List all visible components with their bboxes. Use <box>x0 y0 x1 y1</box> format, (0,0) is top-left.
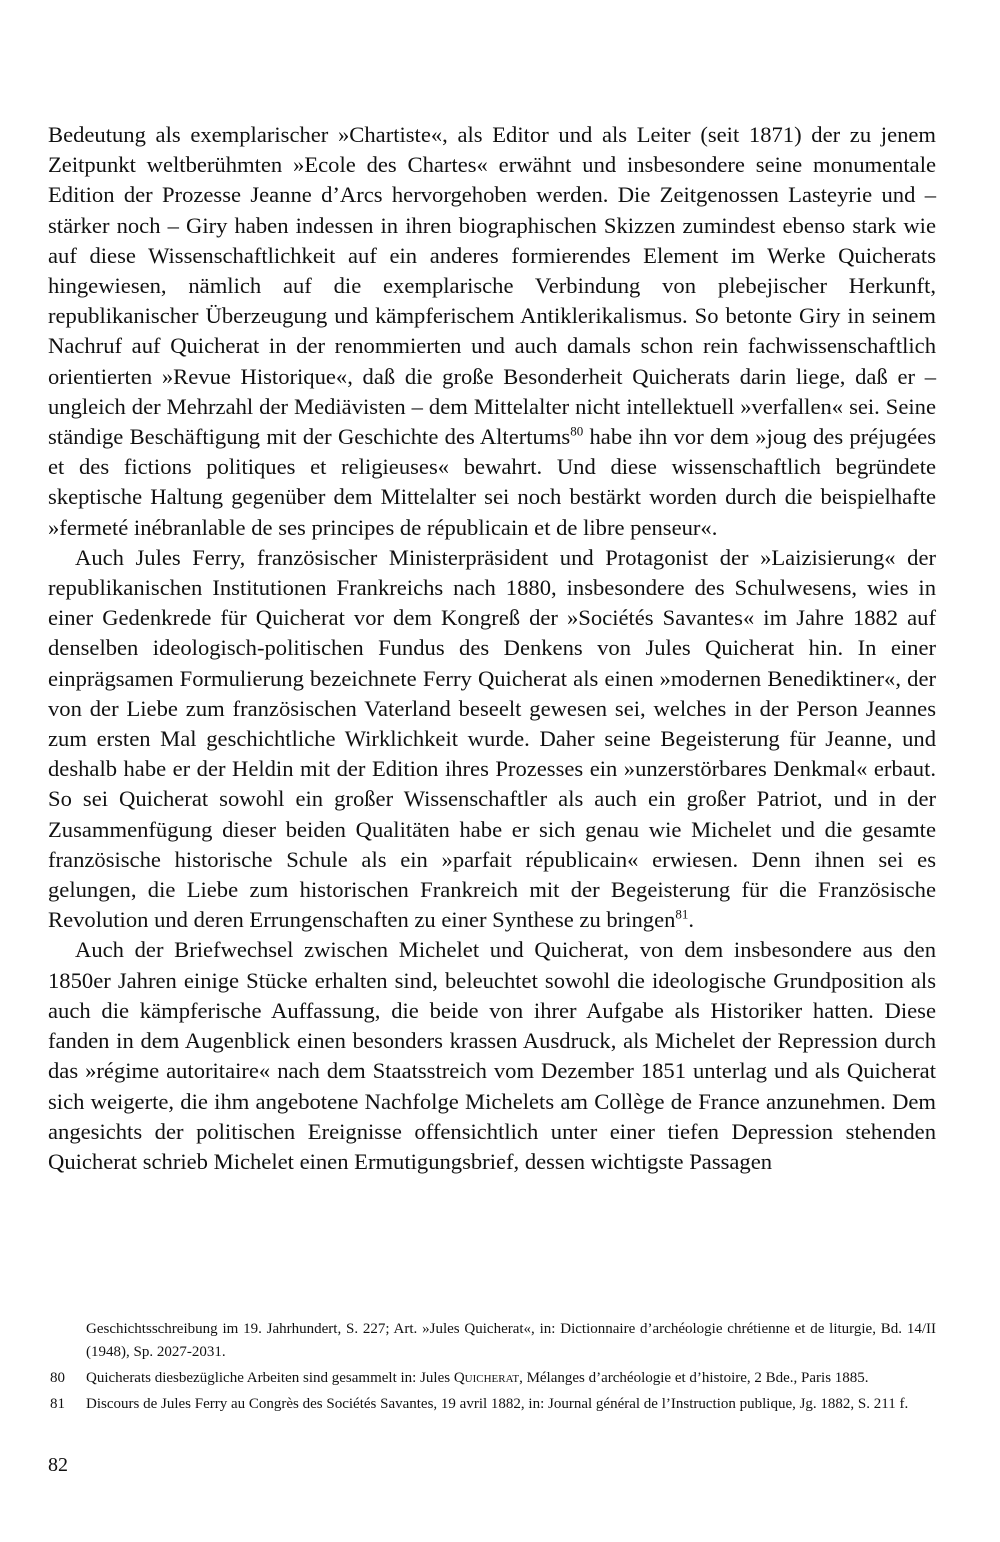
paragraph-1-text-a: Bedeutung als exemplarischer »Chartiste«, als Editor und als Leiter (seit 1871) der zu jenem Zeitpunkt weltberühmten »Ecole des Chartes« erwähnt und insbesondere seine monumentale Edition der Prozesse Jeanne d’Arcs hervorgehoben werden. Die Zeitgenossen Lasteyrie und – stärker noch – Giry haben indessen in ihren biographischen Skizzen zumindest ebenso stark wie auf diese Wissenschaftlichkeit auf ein anderes formierendes Element im Werke Quicherats hingewiesen, nämlich auf die exemplarische Verbindung von plebejischer Herkunft, republikanischer Überzeugung und kämpferischem Antiklerikalismus. So betonte Giry in seinem Nachruf auf Quicherat in der renommierten und auch damals schon rein fachwissenschaftlich orientierten »Revue Historique«, daß die große Besonderheit Quicherats darin liege, daß er – ungleich der Mehrzahl der Mediävisten – dem Mittelalter nicht intellektuell »verfallen« sei. Seine ständige Beschäftigung mit der Geschichte des Altertums <box>48 122 936 450</box>
footnotes <box>48 1318 936 1419</box>
footnote-ref-81[interactable]: 81 <box>675 906 689 922</box>
footnote-ref-80[interactable]: 80 <box>570 423 584 439</box>
paragraph-2 <box>48 543 936 936</box>
footnote-81 <box>48 1393 936 1416</box>
footnote-80-text-a: Quicherats diesbezügliche Arbeiten sind gesammelt in: Jules <box>86 1370 454 1386</box>
paragraph-1-text-b: habe ihn vor dem »joug des préjugées et des fictions politiques et religieuses« bewahrt. Und diese wissenschaftlich begründete skeptische Haltung gegenüber dem Mittelalter sei noch bestärkt worden durch die beispielhafte »fermeté inébranlable de ses principes de républicain et de libre penseur«. <box>48 424 937 540</box>
footnote-81-number: 81 <box>50 1396 65 1412</box>
paragraph-3-text: Auch der Briefwechsel zwischen Michelet und Quicherat, von dem insbesondere aus den 1850er Jahren einige Stücke erhalten sind, beleuchtet sowohl die ideologische Grundposition als auch die kämpferische Auffassung, die beide von ihrer Aufgabe als Historiker hatten. Diese fanden in dem Augenblick einen besonders krassen Ausdruck, als Michelet der Repression durch das »régime autoritaire« nach dem Staatsstreich vom Dezember 1851 unterlag und als Quicherat sich weigerte, die ihm angebotene Nachfolge Michelets am Collège de France anzunehmen. Dem angesichts der politischen Ereignisse offensichtlich unter einer tiefen Depression stehenden Quicherat schrieb Michelet einen Ermutigungsbrief, dessen wichtigste Passagen <box>48 937 936 1174</box>
paragraph-1 <box>48 120 936 543</box>
footnote-80 <box>48 1367 936 1390</box>
footnote-80-number: 80 <box>50 1370 65 1386</box>
footnote-continued <box>48 1318 936 1364</box>
footnote-80-text-b: , Mélanges d’archéologie et d’histoire, 2 Bde., Paris 1885. <box>519 1370 869 1386</box>
footnote-continued-text: Geschichtsschreibung im 19. Jahrhundert, S. 227; Art. »Jules Quicherat«, in: Dictionnaire d’archéologie chrétienne et de liturgie, Bd. 14/II (1948), Sp. 2027-2031. <box>86 1321 936 1360</box>
page-number: 82 <box>48 1454 68 1476</box>
main-text <box>48 120 936 1177</box>
footnote-80-author: Quicherat <box>453 1370 520 1386</box>
paragraph-2-text-b: . <box>688 907 695 933</box>
footnote-81-text: Discours de Jules Ferry au Congrès des Sociétés Savantes, 19 avril 1882, in: Journal général de l’Instruction publique, Jg. 1882, S. 211 f. <box>86 1396 909 1412</box>
paragraph-2-text-a: Auch Jules Ferry, französischer Ministerpräsident und Protagonist der »Laizisierung« der republikanischen Institutionen Frankreichs nach 1880, insbesondere des Schulwesens, wies in einer Gedenkrede für Quicherat vor dem Kongreß der »Sociétés Savantes« im Jahre 1882 auf denselben ideologisch-politischen Fundus des Denkens von Jules Quicherat hin. In einer einprägsamen Formulierung bezeichnete Ferry Quicherat als einen »modernen Benediktiner«, der von der Liebe zum französischen Vaterland beseelt gewesen sei, welches in der Person Jeannes zum ersten Mal geschichtliche Wirklichkeit wurde. Daher seine Begeisterung für Jeanne, und deshalb habe er der Heldin mit der Edition ihres Prozesses ein »unzerstörbares Denkmal« erbaut. So sei Quicherat sowohl ein großer Wissenschaftler als auch ein großer Patriot, und in der Zusammenfügung dieser beiden Qualitäten habe er sich genau wie Michelet und die gesamte französische historische Schule als ein »parfait républicain« erwiesen. Denn ihnen sei es gelungen, die Liebe zum historischen Frankreich mit der Begeisterung für die Französische Revolution und deren Errungenschaften zu einer Synthese zu bringen <box>48 544 936 933</box>
paragraph-3 <box>48 935 936 1177</box>
